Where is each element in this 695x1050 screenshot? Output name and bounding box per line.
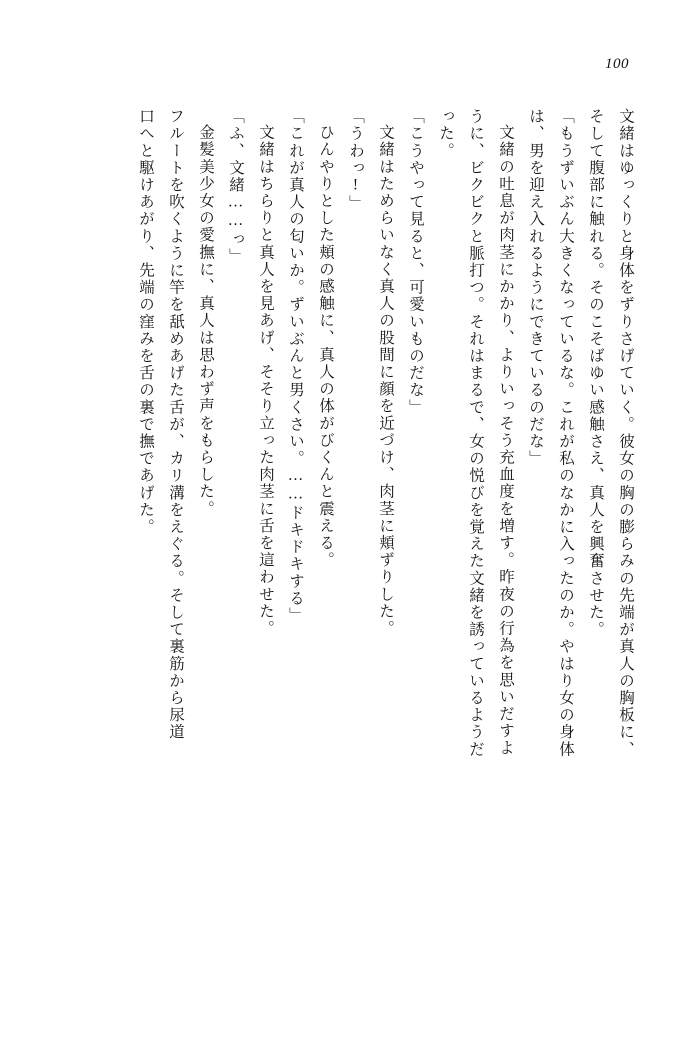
text-line: そして腹部に触れる。そのこそばゆい感触さえ、真人を興奮させた。 <box>587 108 604 639</box>
text-line: うに、ビクビクと脈打つ。それはまるで、女の悦びを覚えた文緒を誘っているようだ <box>467 108 484 758</box>
text-line: った。 <box>437 108 454 160</box>
text-line: は、男を迎え入れるようにできているのだな」 <box>527 108 544 468</box>
text-line: 「こうやって見ると、可愛いものだな」 <box>407 108 424 416</box>
text-line: 「うわっ!」 <box>347 108 364 213</box>
text-line: 金髪美少女の愛撫に、真人は思わず声をもらした。 <box>197 124 214 518</box>
text-line: 「もうずいぶん大きくなっているな。これが私のなかに入ったのか。やはり女の身体 <box>557 108 574 758</box>
text-line: 口へと駆けあがり、先端の窪みを舌の裏で撫であげた。 <box>137 108 154 536</box>
text-line: 文緒はためらいなく真人の股間に顔を近づけ、肉茎に頬ずりした。 <box>377 124 394 637</box>
text-line: 文緒はちらりと真人を見あげ、そそり立った肉茎に舌を這わせた。 <box>257 124 274 637</box>
text-line: 文緒はゆっくりと身体をずりさげていく。彼女の胸の膨らみの先端が真人の胸板に、 <box>617 108 634 758</box>
body-text-block <box>62 108 633 988</box>
text-line: 「これが真人の匂いか。ずいぶんと男くさい。……ドキドキする」 <box>287 108 304 624</box>
text-line: 「ふ、文緒……っ」 <box>227 108 244 265</box>
page-number: 100 <box>605 56 629 72</box>
text-line: ひんやりとした頬の感触に、真人の体がびくんと震える。 <box>317 124 334 569</box>
text-line: 文緒の吐息が肉茎にかかり、よりいっそう充血度を増す。昨夜の行為を思いだすよ <box>497 124 514 757</box>
text-line: フルートを吹くように竿を舐めあげた舌が、カリ溝をえぐる。そして裏筋から尿道 <box>167 108 184 741</box>
